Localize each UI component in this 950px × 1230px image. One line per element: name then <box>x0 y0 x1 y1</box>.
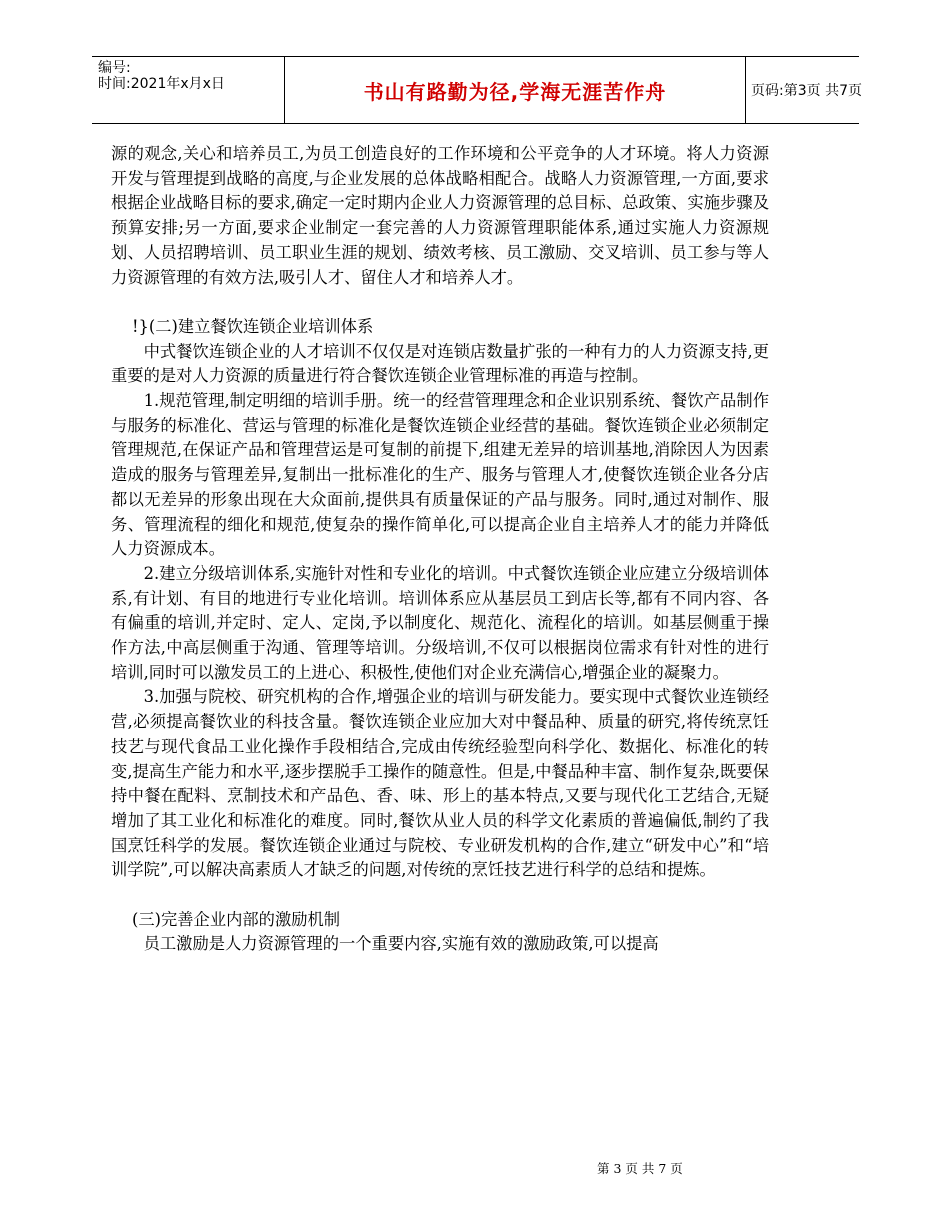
section-heading-2: !}(二)建立餐饮连锁企业培训体系 <box>132 316 374 336</box>
header-page-code: 页码:第3页 共7页 <box>751 83 862 99</box>
body-paragraph: 中式餐饮连锁企业的人才培训不仅仅是对连锁店数量扩张的一种有力的人力资源支持,更重要的是对人力资源的质量进行符合餐饮连锁企业管理标准的再造与控制。 <box>111 341 769 386</box>
document-body <box>111 142 769 957</box>
section-heading-3: (三)完善企业内部的激励机制 <box>132 909 341 929</box>
document-time-label: 时间:2021年x月x日 <box>98 76 225 92</box>
body-paragraph: 3.加强与院校、研究机构的合作,增强企业的培训与研发能力。要实现中式餐饮业连锁经营,必须提高餐饮业的科技含量。餐饮连锁企业应加大对中餐品种、质量的研究,将传统烹饪技艺与现代食品工业化操作手段相结合,完成由传统经验型向科学化、数据化、标准化的转变,提高生产能力和水平,逐步摆脱手工操作的随意性。但是,中餐品种丰富、制作复杂,既要保持中餐在配料、烹制技术和产品色、香、味、形上的基本特点,又要与现代化工艺结合,无疑增加了其工业化和标准化的难度。同时,餐饮从业人员的科学文化素质的普遍偏低,制约了我国烹饪科学的发展。餐饮连锁企业通过与院校、专业研发机构的合作,建立“研发中心”和“培训学院”,可以解决高素质人才缺乏的问题,对传统的烹饪技艺进行科学的总结和提炼。 <box>111 687 769 880</box>
page-footer: 第 3 页 共 7 页 <box>597 1161 683 1176</box>
body-paragraph: 1.规范管理,制定明细的培训手册。统一的经营管理理念和企业识别系统、餐饮产品制作与服务的标准化、营运与管理的标准化是餐饮连锁企业经营的基础。餐饮连锁企业必须制定管理规范,在保证产品和管理营运是可复制的前提下,组建无差异的培训基地,消除因人为因素造成的服务与管理差异,复制出一批标准化的生产、服务与管理人才,使餐饮连锁企业各分店都以无差异的形象出现在大众面前,提供具有质量保证的产品与服务。同时,通过对制作、服务、管理流程的细化和规范,使复杂的操作简单化,可以提高企业自主培养人才的能力并降低人力资源成本。 <box>111 391 769 559</box>
body-paragraph: 员工激励是人力资源管理的一个重要内容,实施有效的激励政策,可以提高 <box>143 934 659 954</box>
body-paragraph: 2.建立分级培训体系,实施针对性和专业化的培训。中式餐饮连锁企业应建立分级培训体系,有计划、有目的地进行专业化培训。培训体系应从基层员工到店长等,都有不同内容、各有偏重的培训,并定时、定人、定岗,予以制度化、规范化、流程化的培训。如基层侧重于操作方法,中高层侧重于沟通、管理等培训。分级培训,不仅可以根据岗位需求有针对性的进行培训,同时可以激发员工的上进心、积极性,使他们对企业充满信心,增强企业的凝聚力。 <box>111 563 769 682</box>
header-page-cell <box>745 57 862 123</box>
document-number-label: 编号: <box>98 60 131 76</box>
header-motto-cell <box>284 57 746 123</box>
header-meta-cell <box>92 57 284 123</box>
page-header <box>92 56 862 124</box>
header-motto: 书山有路勤为径,学海无涯苦作舟 <box>363 79 667 104</box>
body-paragraph: 源的观念,关心和培养员工,为员工创造良好的工作环境和公平竞争的人才环境。将人力资源开发与管理提到战略的高度,与企业发展的总体战略相配合。战略人力资源管理,一方面,要求根据企业战略目标的要求,确定一定时期内企业人力资源管理的总目标、总政策、实施步骤及预算安排;另一方面,要求企业制定一套完善的人力资源管理职能体系,通过实施人力资源规划、人员招聘培训、员工职业生涯的规划、绩效考核、员工激励、交叉培训、员工参与等人力资源管理的有效方法,吸引人才、留住人才和培养人才。 <box>111 144 769 287</box>
